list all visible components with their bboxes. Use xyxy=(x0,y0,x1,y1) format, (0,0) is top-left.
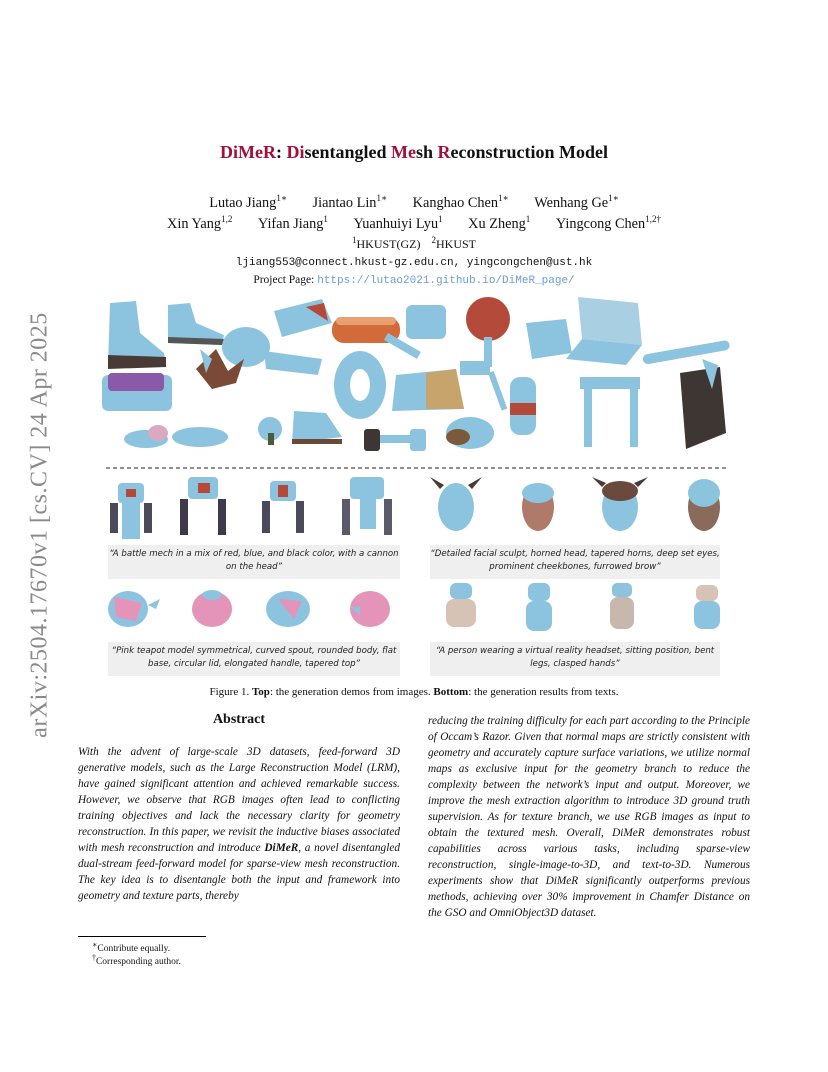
dumbbell-render xyxy=(364,429,426,451)
brush-render xyxy=(460,361,507,411)
author-emails: ljiang553@connect.hkust-gz.edu.cn, yingcongchen@ust.hk xyxy=(235,257,593,269)
figure-renderings xyxy=(96,293,732,673)
sneaker-render xyxy=(168,303,224,345)
abstract-left-column: With the advent of large-scale 3D datasets, feed-forward 3D generative models, such as the Large Reconstruction Model (LRM), have gained significant attention and achieved remarkable success. However, we observe that RGB images often lead to conflicting training objectives and lack the necessary clarity for geometry reconstruction. In this paper, we revisit the inductive biases associated with mesh reconstruction and introduce DiMeR, a novel disentangled dual-stream feed-forward model for sparse-view mesh reconstruction. The key idea is to disentangle both the input and framework into geometry and texture parts, thereby xyxy=(78,746,401,902)
text-prompt-2: “Detailed facial sculpt, horned head, tapered horns, deep set eyes, prominent cheekbones, furrowed brow” xyxy=(430,545,720,579)
footnote-divider xyxy=(78,936,206,937)
footnote-corresponding-author: †Corresponding author. xyxy=(92,953,181,968)
figure-caption: Figure 1. Top: the generation demos from images. Bottom: the generation results from texts. xyxy=(209,686,619,698)
affiliation: $^1$HKUST(GZ) xyxy=(351,235,421,251)
bottle-render xyxy=(510,377,536,435)
horned-head-renders xyxy=(430,477,720,531)
author: Jiantao Lin$^{1∗}$ xyxy=(312,193,388,211)
cap-render xyxy=(446,417,494,449)
author: Xin Yang$^{1,2}$ xyxy=(167,214,233,232)
mech-renders xyxy=(110,477,392,539)
author: Wenhang $Ge^{1∗}$ xyxy=(534,193,619,211)
affiliation: $^2$HKUST xyxy=(431,235,476,251)
affiliations xyxy=(0,235,828,252)
project-page-link[interactable]: https://lutao2021.github.io/DiMeR_page/ xyxy=(317,275,575,287)
shoe-render xyxy=(292,411,342,444)
author: Yuanhuiyi Lyu$^1$ xyxy=(353,214,443,232)
author: Xu Zheng$^1$ xyxy=(468,214,531,232)
text-prompt-4: “A person wearing a virtual reality headset, sitting position, bent legs, clasped hands” xyxy=(430,642,720,676)
ring-render xyxy=(334,351,386,419)
broccoli-render xyxy=(258,417,282,445)
project-page-line xyxy=(0,274,828,287)
ramp-render xyxy=(392,369,464,411)
text-prompt-1: “A battle mech in a mix of red, blue, and black color, with a cannon on the head” xyxy=(108,545,400,579)
author-list-row-2 xyxy=(0,214,828,233)
footnote-equal-contribution: ∗Contribute equally. xyxy=(92,940,171,955)
text-prompt-3: “Pink teapot model symmetrical, curved spout, rounded body, flat base, circular lid, elongated handle, tapered top” xyxy=(108,642,400,676)
boot-render xyxy=(108,301,166,369)
vr-person-renders xyxy=(446,583,720,631)
abstract-right-column: reducing the training difficulty for each part according to the Principle of Occam’s Razor. Given that normal maps are strictly consistent with geometry and accurately capture surface variations, we utilize normal maps as exclusive input for the geometry branch to reduce the complexity between the network’s input and output. Moreover, we improve the mesh extraction algorithm to introduce 3D ground truth supervision. As for texture branch, we use RGB images as input to obtain the textured mesh. Overall, DiMeR demonstrates robust capabilities across various tasks, including sparse-view reconstruction, single-image-to-3D, and text-to-3D. Numerous experiments show that DiMeR significantly outperforms previous methods, achieving over 30% improvement in Chamfer Distance on the GSO and OmniObject3D dataset. xyxy=(428,715,750,919)
project-page-label: Project Page: xyxy=(253,274,315,286)
abstract-heading: Abstract xyxy=(212,712,266,727)
sofa-render xyxy=(102,373,172,411)
slippers-render xyxy=(124,425,228,448)
author: Yifan Jiang$^1$ xyxy=(257,214,328,232)
teaser-figure xyxy=(96,293,732,673)
author: Yingcong Chen$^{1,2\dagger}$ xyxy=(555,214,661,232)
author: Lutao Jiang$^{1∗}$ xyxy=(209,193,287,211)
author-list-row-1 xyxy=(0,193,828,212)
arxiv-identifier: arXiv:2504.17670v1 [cs.CV] 24 Apr 2025 xyxy=(26,312,53,738)
tile-render xyxy=(274,299,332,337)
teapot-renders xyxy=(108,590,390,627)
box-render xyxy=(526,319,572,359)
glove-render xyxy=(680,359,726,449)
paddle-render xyxy=(466,297,510,367)
table-render xyxy=(580,377,640,447)
paper-title: DiMeR: Disentangled Mesh Reconstruction Model xyxy=(220,142,608,162)
knife-render xyxy=(642,340,730,365)
author: Kanghao Chen$^{1∗}$ xyxy=(412,193,509,211)
laptop-render xyxy=(566,297,642,365)
